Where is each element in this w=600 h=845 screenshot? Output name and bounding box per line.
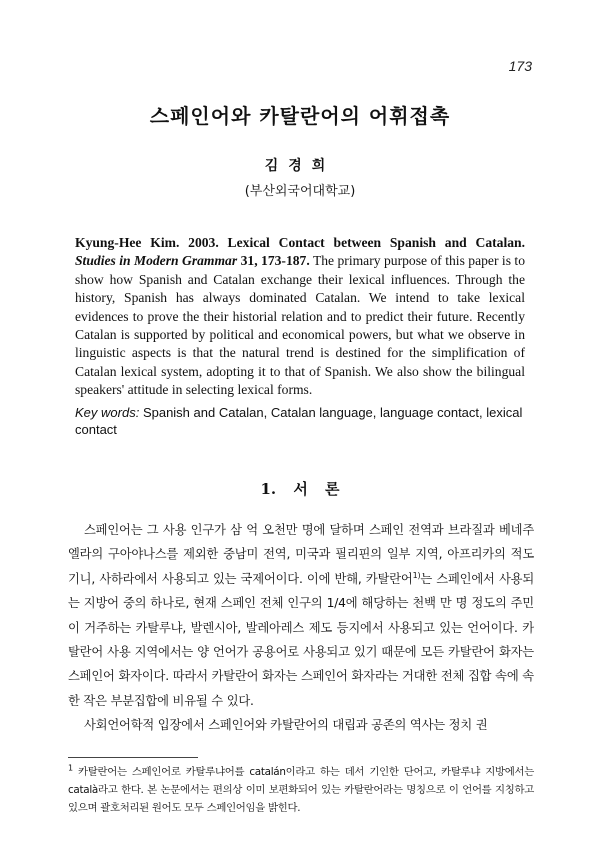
page-number: 173	[508, 58, 532, 74]
abstract	[75, 234, 525, 400]
footnote-divider	[68, 757, 198, 758]
footnote-text: 카탈란어는 스페인어로 카탈루냐어를 catalán이라고 하는 데서 기인한 단어고, 카탈루냐 지방에서는 català라고 한다. 본 논문에서는 편의상 이미 보편화되어 있는 카탈란어라는 명칭으로 이 언어를 지칭하고 있으며 괄호처리된 원어도 모두 스페인어임을 밝힌다.	[68, 766, 534, 814]
paragraph-1-part-b: 는 스페인에서 사용되는 지방어 중의 하나로, 현재 스페인 전체 인구의 1/4에 해당하는 천백 만 명 정도의 주민이 거주하는 카탈루냐, 발렌시아, 발레아레스 제도 등지에서 사용되고 있는 언어이다. 카탈란어 사용 지역에서는 양 언어가 공용어로 사용되고 있기 때문에 모든 카탈란어 화자는 스페인어 화자이다. 따라서 카탈란어 화자는 스페인어 화자라는 거대한 전체 집합 속에 속한 작은 부분집합에 비유될 수 있다.	[68, 571, 534, 708]
citation-title: Lexical Contact between Spanish and Catalan.	[227, 235, 525, 250]
paragraph-1-part-a: 스페인어는 그 사용 인구가 삼 억 오천만 명에 달하며 스페인 전역과 브라질과 베네주엘라의 구아야나스를 제외한 중남미 전역, 미국과 필리핀의 일부 지역, 아프리카의 적도 기니, 사하라에서 사용되고 있는 국제어이다. 이에 반해, 카탈란어	[68, 523, 534, 586]
footnote-marker: 1	[68, 763, 73, 773]
footnote	[68, 763, 534, 817]
body-text	[68, 518, 534, 738]
paragraph-2: 사회언어학적 입장에서 스페인어와 카탈란어의 대립과 공존의 역사는 정치 권	[84, 718, 488, 733]
volume-pages: 31, 173-187.	[240, 253, 310, 269]
author-name: 김경희	[264, 158, 336, 174]
paragraph-1	[68, 518, 534, 713]
abstract-text: The primary purpose of this paper is to show how Spanish and Catalan exchange their lexical influences. Through the history, Spanish has always dominated Catalan. We intend to take lexical evidences to prove the their historial relation and to predict their future. Recently Catalan is supported by political and economical powers, but what we observe in linguistic aspects is that the natural trend is destined for the simplification of Catalan lexical system, adopting it to that of Spanish. We also show the bilingual speakers' attitude in selecting lexical forms.	[75, 253, 525, 398]
paper-title: 스페인어와 카탈란어의 어휘접촉	[149, 104, 451, 128]
citation-author: Kyung-Hee Kim. 2003.	[75, 235, 219, 250]
keywords-text: Spanish and Catalan, Catalan language, language contact, lexical contact	[75, 405, 523, 437]
keywords	[75, 404, 525, 438]
journal-name: Studies in Modern Grammar	[75, 253, 238, 269]
section-heading: 1. 서 론	[260, 480, 340, 498]
footnote-reference[interactable]: 1)	[412, 570, 421, 580]
keywords-label: Key words:	[75, 405, 140, 420]
author-affiliation: (부산외국어대학교)	[244, 184, 356, 199]
